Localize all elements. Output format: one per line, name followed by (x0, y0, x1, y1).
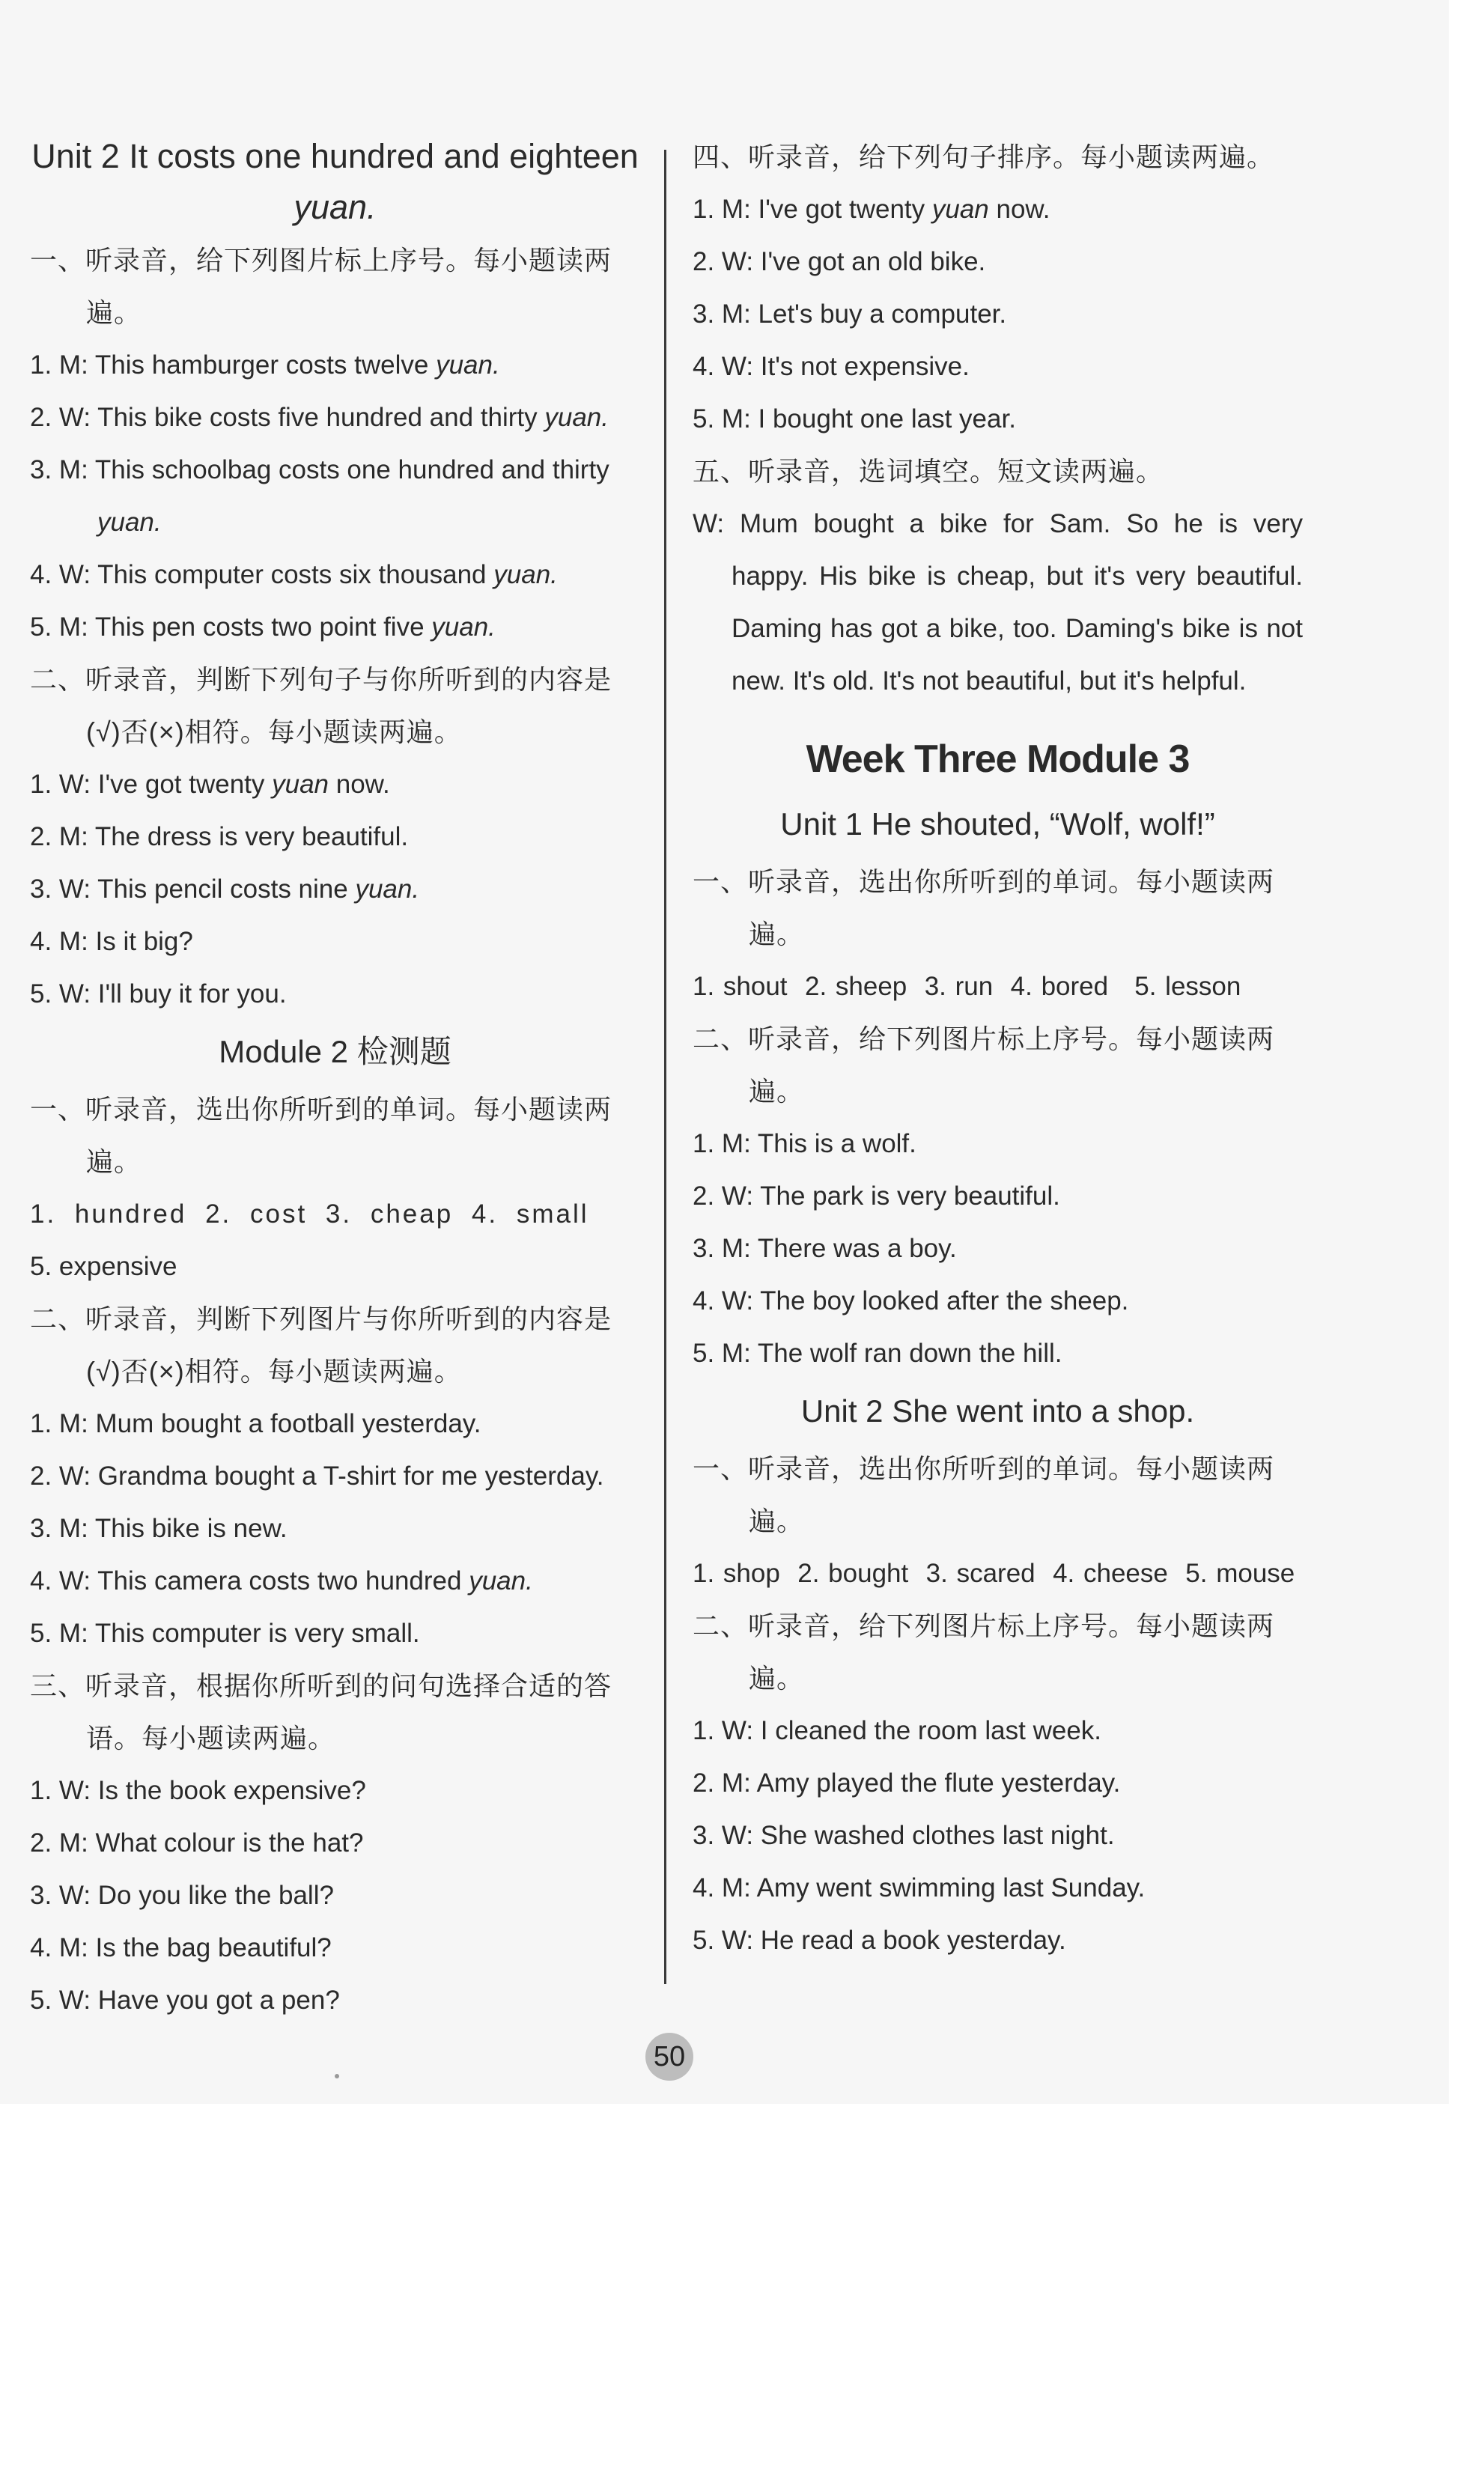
list-item: 3. M: This schoolbag costs one hundred and thirty yuan. (30, 455, 609, 537)
week-title: Week Three Module 3 (806, 737, 1190, 781)
instruction: 一、听录音，选出你所听到的单词。每小题读两遍。 (693, 1453, 1275, 1536)
instruction: 二、听录音，判断下列句子与你所听到的内容是(√)否(×)相符。每小题读两遍。 (30, 664, 612, 747)
instruction: 三、听录音，根据你所听到的问句选择合适的答语。每小题读两遍。 (30, 1670, 612, 1753)
list-item: 2. W: The park is very beautiful. (693, 1181, 1060, 1211)
instruction: 一、听录音，选出你所听到的单词。每小题读两遍。 (30, 1094, 612, 1177)
list-item: 3. M: Let's buy a computer. (693, 299, 1007, 329)
list-item: 4. M: Is it big? (30, 927, 193, 956)
list-item: 1. W: I cleaned the room last week. (693, 1716, 1102, 1745)
list-item: 5. W: He read a book yesterday. (693, 1926, 1066, 1955)
instruction: 二、听录音，给下列图片标上序号。每小题读两遍。 (693, 1610, 1275, 1694)
list-item: 1. M: Mum bought a football yesterday. (30, 1409, 481, 1438)
list-item: 4. M: Amy went swimming last Sunday. (693, 1873, 1146, 1902)
passage-text: W: Mum bought a bike for Sam. So he is very happy. His bike is cheap, but it's very beautiful. Daming has got a bike, too. Daming's bike is not new. It's old. It's not beautiful, but it's helpful. (693, 509, 1303, 696)
list-item: 2. M: What colour is the hat? (30, 1828, 364, 1858)
word-list: 1. shout 2. sheep 3. run 4. bored 5. lesson (693, 972, 1241, 1001)
page-number: 50 (645, 2033, 693, 2081)
list-item: 3. W: This pencil costs nine yuan. (30, 874, 420, 904)
list-item: 5. M: This pen costs two point five yuan. (30, 612, 496, 642)
list-item: 2. W: I've got an old bike. (693, 247, 986, 276)
list-item: 3. W: Do you like the ball? (30, 1881, 334, 1910)
list-item: 4. W: It's not expensive. (693, 352, 970, 381)
word-list: 5. expensive (30, 1252, 177, 1281)
list-item: 5. M: The wolf ran down the hill. (693, 1339, 1062, 1368)
instruction: 一、听录音，选出你所听到的单词。每小题读两遍。 (693, 866, 1275, 949)
list-item: 4. W: The boy looked after the sheep. (693, 1286, 1129, 1315)
list-item: 5. W: I'll buy it for you. (30, 979, 287, 1009)
list-item: 1. W: I've got twenty yuan now. (30, 770, 390, 799)
list-item: 3. M: This bike is new. (30, 1514, 288, 1543)
word-list: 1. shop 2. bought 3. scared 4. cheese 5. mouse (693, 1559, 1295, 1588)
list-item: 4. M: Is the bag beautiful? (30, 1933, 332, 1962)
instruction: 一、听录音，给下列图片标上序号。每小题读两遍。 (30, 245, 612, 328)
list-item: 2. W: Grandma bought a T-shirt for me yesterday. (30, 1461, 604, 1491)
list-item: 2. M: The dress is very beautiful. (30, 822, 409, 851)
unit-title: Unit 2 She went into a shop. (800, 1393, 1195, 1429)
list-item: 5. M: This computer is very small. (30, 1619, 420, 1648)
list-item: 1. M: This hamburger costs twelve yuan. (30, 350, 500, 380)
list-item: 5. M: I bought one last year. (693, 404, 1016, 434)
instruction: 二、听录音，判断下列图片与你所听到的内容是(√)否(×)相符。每小题读两遍。 (30, 1304, 612, 1387)
list-item: 5. W: Have you got a pen? (30, 1986, 340, 2015)
decorative-dot (335, 2074, 339, 2078)
word-list: 1. hundred 2. cost 3. cheap 4. small (30, 1199, 589, 1229)
list-item: 3. W: She washed clothes last night. (693, 1821, 1115, 1850)
column-divider (664, 150, 666, 1984)
list-item: 1. M: I've got twenty yuan now. (693, 195, 1050, 224)
list-item: 1. W: Is the book expensive? (30, 1776, 366, 1805)
list-item: 2. W: This bike costs five hundred and thirty yuan. (30, 403, 609, 432)
instruction: 四、听录音，给下列句子排序。每小题读两遍。 (693, 142, 1275, 172)
unit-title: Unit 2 It costs one hundred and eighteen yuan. (31, 137, 639, 226)
instruction: 五、听录音，选词填空。短文读两遍。 (693, 456, 1164, 487)
list-item: 3. M: There was a boy. (693, 1234, 957, 1263)
unit-title: Unit 1 He shouted, “Wolf, wolf!” (780, 806, 1215, 842)
module-title: Module 2 检测题 (219, 1034, 451, 1069)
instruction: 二、听录音，给下列图片标上序号。每小题读两遍。 (693, 1023, 1275, 1107)
list-item: 2. M: Amy played the flute yesterday. (693, 1768, 1121, 1798)
list-item: 4. W: This camera costs two hundred yuan. (30, 1566, 533, 1596)
list-item: 1. M: This is a wolf. (693, 1129, 916, 1158)
list-item: 4. W: This computer costs six thousand yuan. (30, 560, 558, 589)
right-column (693, 131, 1303, 1967)
left-column (30, 131, 640, 2027)
